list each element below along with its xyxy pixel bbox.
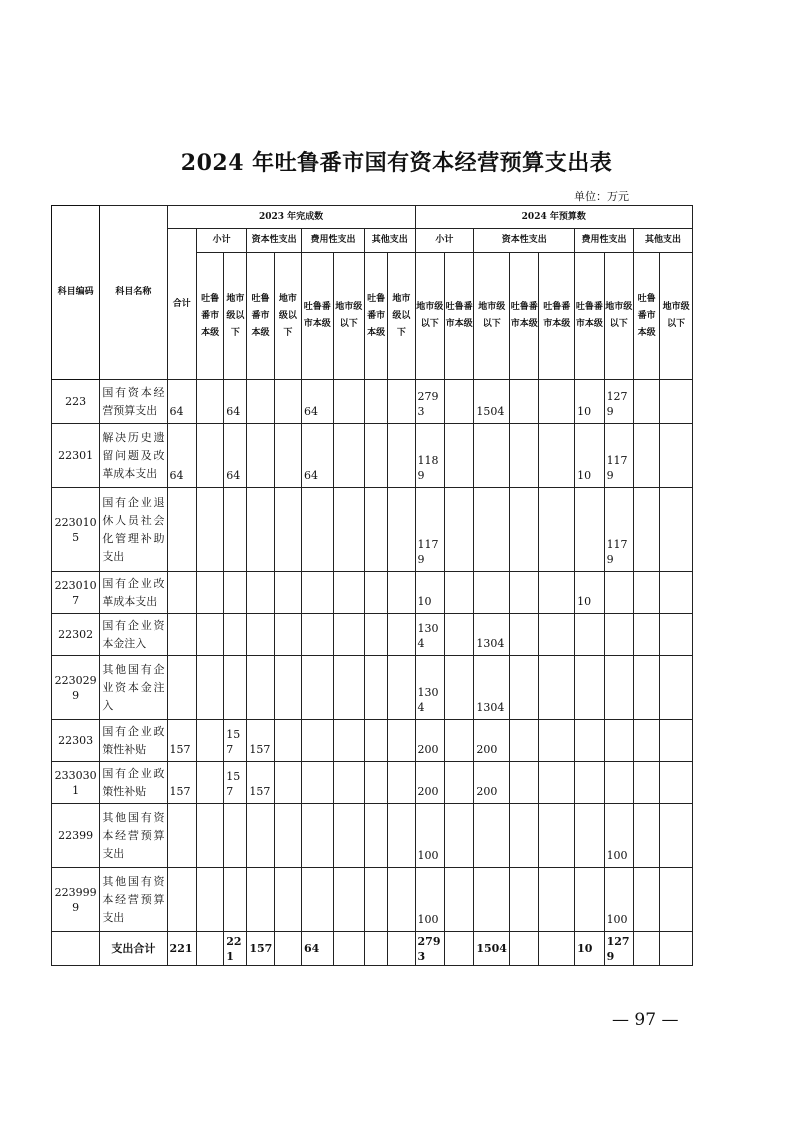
row-value [510, 488, 539, 572]
row-value [247, 488, 274, 572]
row-name: 解决历史遗留问题及改革成本支出 [100, 424, 167, 488]
row-value [196, 720, 223, 762]
total-value: 1504 [474, 932, 510, 966]
row-name: 国有企业政策性补贴 [100, 762, 167, 804]
row-value [660, 804, 693, 868]
row-value [274, 380, 301, 424]
row-value: 100 [604, 804, 633, 868]
row-code: 22303 [52, 720, 100, 762]
total-value [633, 932, 659, 966]
row-value [196, 488, 223, 572]
row-value [660, 424, 693, 488]
table-row [52, 572, 693, 614]
sub-header-2024: 吐鲁番市本级 [575, 253, 604, 380]
sub-header-2024: 吐鲁番市本级 [633, 253, 659, 380]
total-value: 64 [302, 932, 334, 966]
row-value [660, 488, 693, 572]
row-value [333, 804, 365, 868]
row-value [388, 656, 415, 720]
table-row [52, 614, 693, 656]
row-value [633, 614, 659, 656]
row-value [333, 762, 365, 804]
sub-header-2024: 地市级以下 [415, 253, 444, 380]
sub-header-2023: 吐鲁番市本级 [302, 253, 334, 380]
sub-header-2023: 地市级以下 [274, 253, 301, 380]
total-value [365, 932, 388, 966]
row-value [510, 762, 539, 804]
row-value [365, 868, 388, 932]
row-value [575, 762, 604, 804]
row-value [474, 488, 510, 572]
row-value: 64 [224, 424, 247, 488]
row-code: 2230105 [52, 488, 100, 572]
table-row [52, 868, 693, 932]
row-name: 国有企业改革成本支出 [100, 572, 167, 614]
row-value [388, 804, 415, 868]
row-value: 157 [167, 762, 196, 804]
row-value [444, 868, 473, 932]
row-value [604, 572, 633, 614]
row-value [575, 488, 604, 572]
sub-header-2024: 地市级以下 [474, 253, 510, 380]
total-value [660, 932, 693, 966]
row-value: 157 [247, 762, 274, 804]
row-value [302, 804, 334, 868]
row-value [247, 656, 274, 720]
row-value: 1304 [474, 656, 510, 720]
row-value [510, 868, 539, 932]
sub-header-2023: 吐鲁番市本级 [196, 253, 223, 380]
row-value [274, 868, 301, 932]
row-value [388, 424, 415, 488]
row-value [510, 572, 539, 614]
row-value [575, 804, 604, 868]
row-value [539, 762, 575, 804]
table-row [52, 424, 693, 488]
total-value: 221 [224, 932, 247, 966]
row-value [660, 380, 693, 424]
sub-header-2023: 吐鲁番市本级 [247, 253, 274, 380]
row-value [444, 804, 473, 868]
row-value [224, 804, 247, 868]
row-value [633, 572, 659, 614]
row-value [444, 656, 473, 720]
sub-header-2023: 地市级以下 [388, 253, 415, 380]
header-2024: 2024 年预算数 [415, 206, 692, 229]
row-name: 国有企业退休人员社会化管理补助支出 [100, 488, 167, 572]
row-value [365, 656, 388, 720]
row-value: 1189 [415, 424, 444, 488]
row-value [365, 720, 388, 762]
row-value [302, 868, 334, 932]
row-code: 22302 [52, 614, 100, 656]
header-2023-expense: 费用性支出 [302, 229, 365, 253]
row-value [539, 656, 575, 720]
row-value [604, 656, 633, 720]
row-value [224, 572, 247, 614]
row-value [274, 572, 301, 614]
unit-label: 单位：万元 [574, 190, 629, 203]
row-value [274, 804, 301, 868]
row-value [196, 804, 223, 868]
row-value [167, 614, 196, 656]
row-value [365, 572, 388, 614]
sub-header-2024: 吐鲁番市本级 [539, 253, 575, 380]
row-value [604, 614, 633, 656]
row-code: 223 [52, 380, 100, 424]
row-value [660, 572, 693, 614]
row-value [388, 380, 415, 424]
row-value: 200 [474, 720, 510, 762]
row-value [575, 614, 604, 656]
row-value [224, 614, 247, 656]
row-value [302, 656, 334, 720]
row-value: 157 [224, 762, 247, 804]
row-value [333, 424, 365, 488]
row-value [633, 656, 659, 720]
row-code: 2230299 [52, 656, 100, 720]
row-value [365, 614, 388, 656]
row-value [660, 656, 693, 720]
header-2024-expense: 费用性支出 [575, 229, 634, 253]
row-value [274, 656, 301, 720]
row-name: 国有企业资本金注入 [100, 614, 167, 656]
row-value [388, 614, 415, 656]
row-value [444, 424, 473, 488]
row-value: 10 [575, 380, 604, 424]
row-code: 22399 [52, 804, 100, 868]
row-value: 64 [302, 380, 334, 424]
row-value [247, 804, 274, 868]
row-value [510, 380, 539, 424]
row-value [247, 572, 274, 614]
row-value [196, 424, 223, 488]
row-value [575, 656, 604, 720]
row-value: 200 [415, 720, 444, 762]
row-value: 1179 [604, 424, 633, 488]
header-code: 科目编码 [52, 206, 100, 380]
row-value [333, 614, 365, 656]
row-value [388, 868, 415, 932]
row-value [474, 572, 510, 614]
budget-table [51, 205, 693, 966]
header-2023-subtotal: 小计 [196, 229, 246, 253]
sub-header-2023: 吐鲁番市本级 [365, 253, 388, 380]
row-value [444, 720, 473, 762]
row-value [365, 762, 388, 804]
row-value: 64 [224, 380, 247, 424]
row-name: 国有企业政策性补贴 [100, 720, 167, 762]
row-value [302, 720, 334, 762]
total-value: 157 [247, 932, 274, 966]
row-value [274, 488, 301, 572]
row-value [633, 424, 659, 488]
row-value: 10 [415, 572, 444, 614]
row-value [196, 380, 223, 424]
sub-header-2024: 地市级以下 [660, 253, 693, 380]
header-2024-subtotal: 小计 [415, 229, 474, 253]
table-row [52, 488, 693, 572]
sub-header-2024: 地市级以下 [604, 253, 633, 380]
row-value [196, 656, 223, 720]
row-name: 其他国有资本经营预算支出 [100, 868, 167, 932]
row-value [660, 868, 693, 932]
row-value [247, 868, 274, 932]
row-value [633, 488, 659, 572]
row-value [444, 614, 473, 656]
row-value [539, 424, 575, 488]
row-value [604, 762, 633, 804]
row-value [302, 572, 334, 614]
header-2023: 2023 年完成数 [167, 206, 415, 229]
row-value [539, 868, 575, 932]
total-row [52, 932, 693, 966]
row-value: 1179 [415, 488, 444, 572]
total-value [510, 932, 539, 966]
total-code [52, 932, 100, 966]
page-number: — 97 — [612, 1010, 679, 1030]
row-value [575, 868, 604, 932]
row-value: 157 [167, 720, 196, 762]
row-value [539, 488, 575, 572]
row-value [388, 720, 415, 762]
row-value [444, 488, 473, 572]
row-value: 64 [167, 380, 196, 424]
row-code: 2230107 [52, 572, 100, 614]
row-value [333, 488, 365, 572]
row-value [247, 424, 274, 488]
row-value [388, 762, 415, 804]
total-value: 221 [167, 932, 196, 966]
row-code: 2330301 [52, 762, 100, 804]
row-code: 2239999 [52, 868, 100, 932]
row-value [196, 572, 223, 614]
row-value [196, 762, 223, 804]
row-value [302, 762, 334, 804]
row-value: 100 [604, 868, 633, 932]
row-value [167, 804, 196, 868]
row-value [333, 868, 365, 932]
total-value [388, 932, 415, 966]
row-value [224, 656, 247, 720]
row-value [660, 720, 693, 762]
row-value: 1179 [604, 488, 633, 572]
row-value [539, 804, 575, 868]
row-value [510, 614, 539, 656]
row-value [539, 614, 575, 656]
row-value: 64 [302, 424, 334, 488]
row-value [444, 572, 473, 614]
row-value [539, 380, 575, 424]
row-value [274, 720, 301, 762]
row-value [365, 424, 388, 488]
row-value [274, 614, 301, 656]
row-value [333, 380, 365, 424]
total-value: 2793 [415, 932, 444, 966]
row-value [302, 614, 334, 656]
row-value: 100 [415, 804, 444, 868]
row-value [510, 720, 539, 762]
row-value: 1504 [474, 380, 510, 424]
row-value: 64 [167, 424, 196, 488]
row-value [224, 868, 247, 932]
table-row [52, 720, 693, 762]
table-row [52, 762, 693, 804]
row-value [224, 488, 247, 572]
total-value: 10 [575, 932, 604, 966]
row-value [388, 572, 415, 614]
table-row [52, 380, 693, 424]
row-value [474, 868, 510, 932]
row-value [510, 424, 539, 488]
table-row [52, 804, 693, 868]
row-value: 1304 [415, 656, 444, 720]
row-value [365, 488, 388, 572]
row-value [510, 804, 539, 868]
row-value [167, 656, 196, 720]
row-value: 157 [247, 720, 274, 762]
row-value [633, 720, 659, 762]
row-value [167, 488, 196, 572]
row-value [633, 804, 659, 868]
row-value: 10 [575, 572, 604, 614]
row-value: 1304 [474, 614, 510, 656]
total-value [196, 932, 223, 966]
row-value [444, 762, 473, 804]
total-value [444, 932, 473, 966]
sub-header-2023: 地市级以下 [224, 253, 247, 380]
row-value [474, 424, 510, 488]
header-2023-total: 合计 [167, 229, 196, 380]
row-value [604, 720, 633, 762]
row-value: 200 [474, 762, 510, 804]
row-name: 其他国有企业资本金注入 [100, 656, 167, 720]
row-value: 2793 [415, 380, 444, 424]
row-value [539, 720, 575, 762]
header-2024-capital: 资本性支出 [474, 229, 575, 253]
row-value [660, 762, 693, 804]
row-name: 其他国有资本经营预算支出 [100, 804, 167, 868]
row-value [247, 380, 274, 424]
document-title: 2024 年吐鲁番市国有资本经营预算支出表 [180, 150, 613, 176]
row-value: 200 [415, 762, 444, 804]
row-value [633, 868, 659, 932]
header-2023-other: 其他支出 [365, 229, 416, 253]
row-value [575, 720, 604, 762]
row-value [196, 614, 223, 656]
row-value [333, 656, 365, 720]
sub-header-2023: 地市级以下 [333, 253, 365, 380]
total-value [274, 932, 301, 966]
row-value [196, 868, 223, 932]
total-value: 1279 [604, 932, 633, 966]
total-value [333, 932, 365, 966]
row-value: 1304 [415, 614, 444, 656]
row-value [365, 804, 388, 868]
row-value [333, 720, 365, 762]
table-row [52, 656, 693, 720]
row-value: 157 [224, 720, 247, 762]
row-value [365, 380, 388, 424]
sub-header-2024: 吐鲁番市本级 [510, 253, 539, 380]
row-value [474, 804, 510, 868]
row-value [388, 488, 415, 572]
row-value [510, 656, 539, 720]
header-name: 科目名称 [100, 206, 167, 380]
row-value [633, 762, 659, 804]
row-value: 10 [575, 424, 604, 488]
row-value: 100 [415, 868, 444, 932]
row-value [333, 572, 365, 614]
row-value [274, 424, 301, 488]
row-code: 22301 [52, 424, 100, 488]
total-value [539, 932, 575, 966]
table-body [52, 380, 693, 966]
sub-header-2024: 吐鲁番市本级 [444, 253, 473, 380]
header-2023-capital: 资本性支出 [247, 229, 302, 253]
row-value [444, 380, 473, 424]
header-2024-other: 其他支出 [633, 229, 692, 253]
row-value [274, 762, 301, 804]
total-label: 支出合计 [100, 932, 167, 966]
row-value [633, 380, 659, 424]
row-value [167, 868, 196, 932]
row-value [302, 488, 334, 572]
row-name: 国有资本经营预算支出 [100, 380, 167, 424]
row-value [167, 572, 196, 614]
row-value [247, 614, 274, 656]
row-value [539, 572, 575, 614]
row-value: 1279 [604, 380, 633, 424]
row-value [660, 614, 693, 656]
